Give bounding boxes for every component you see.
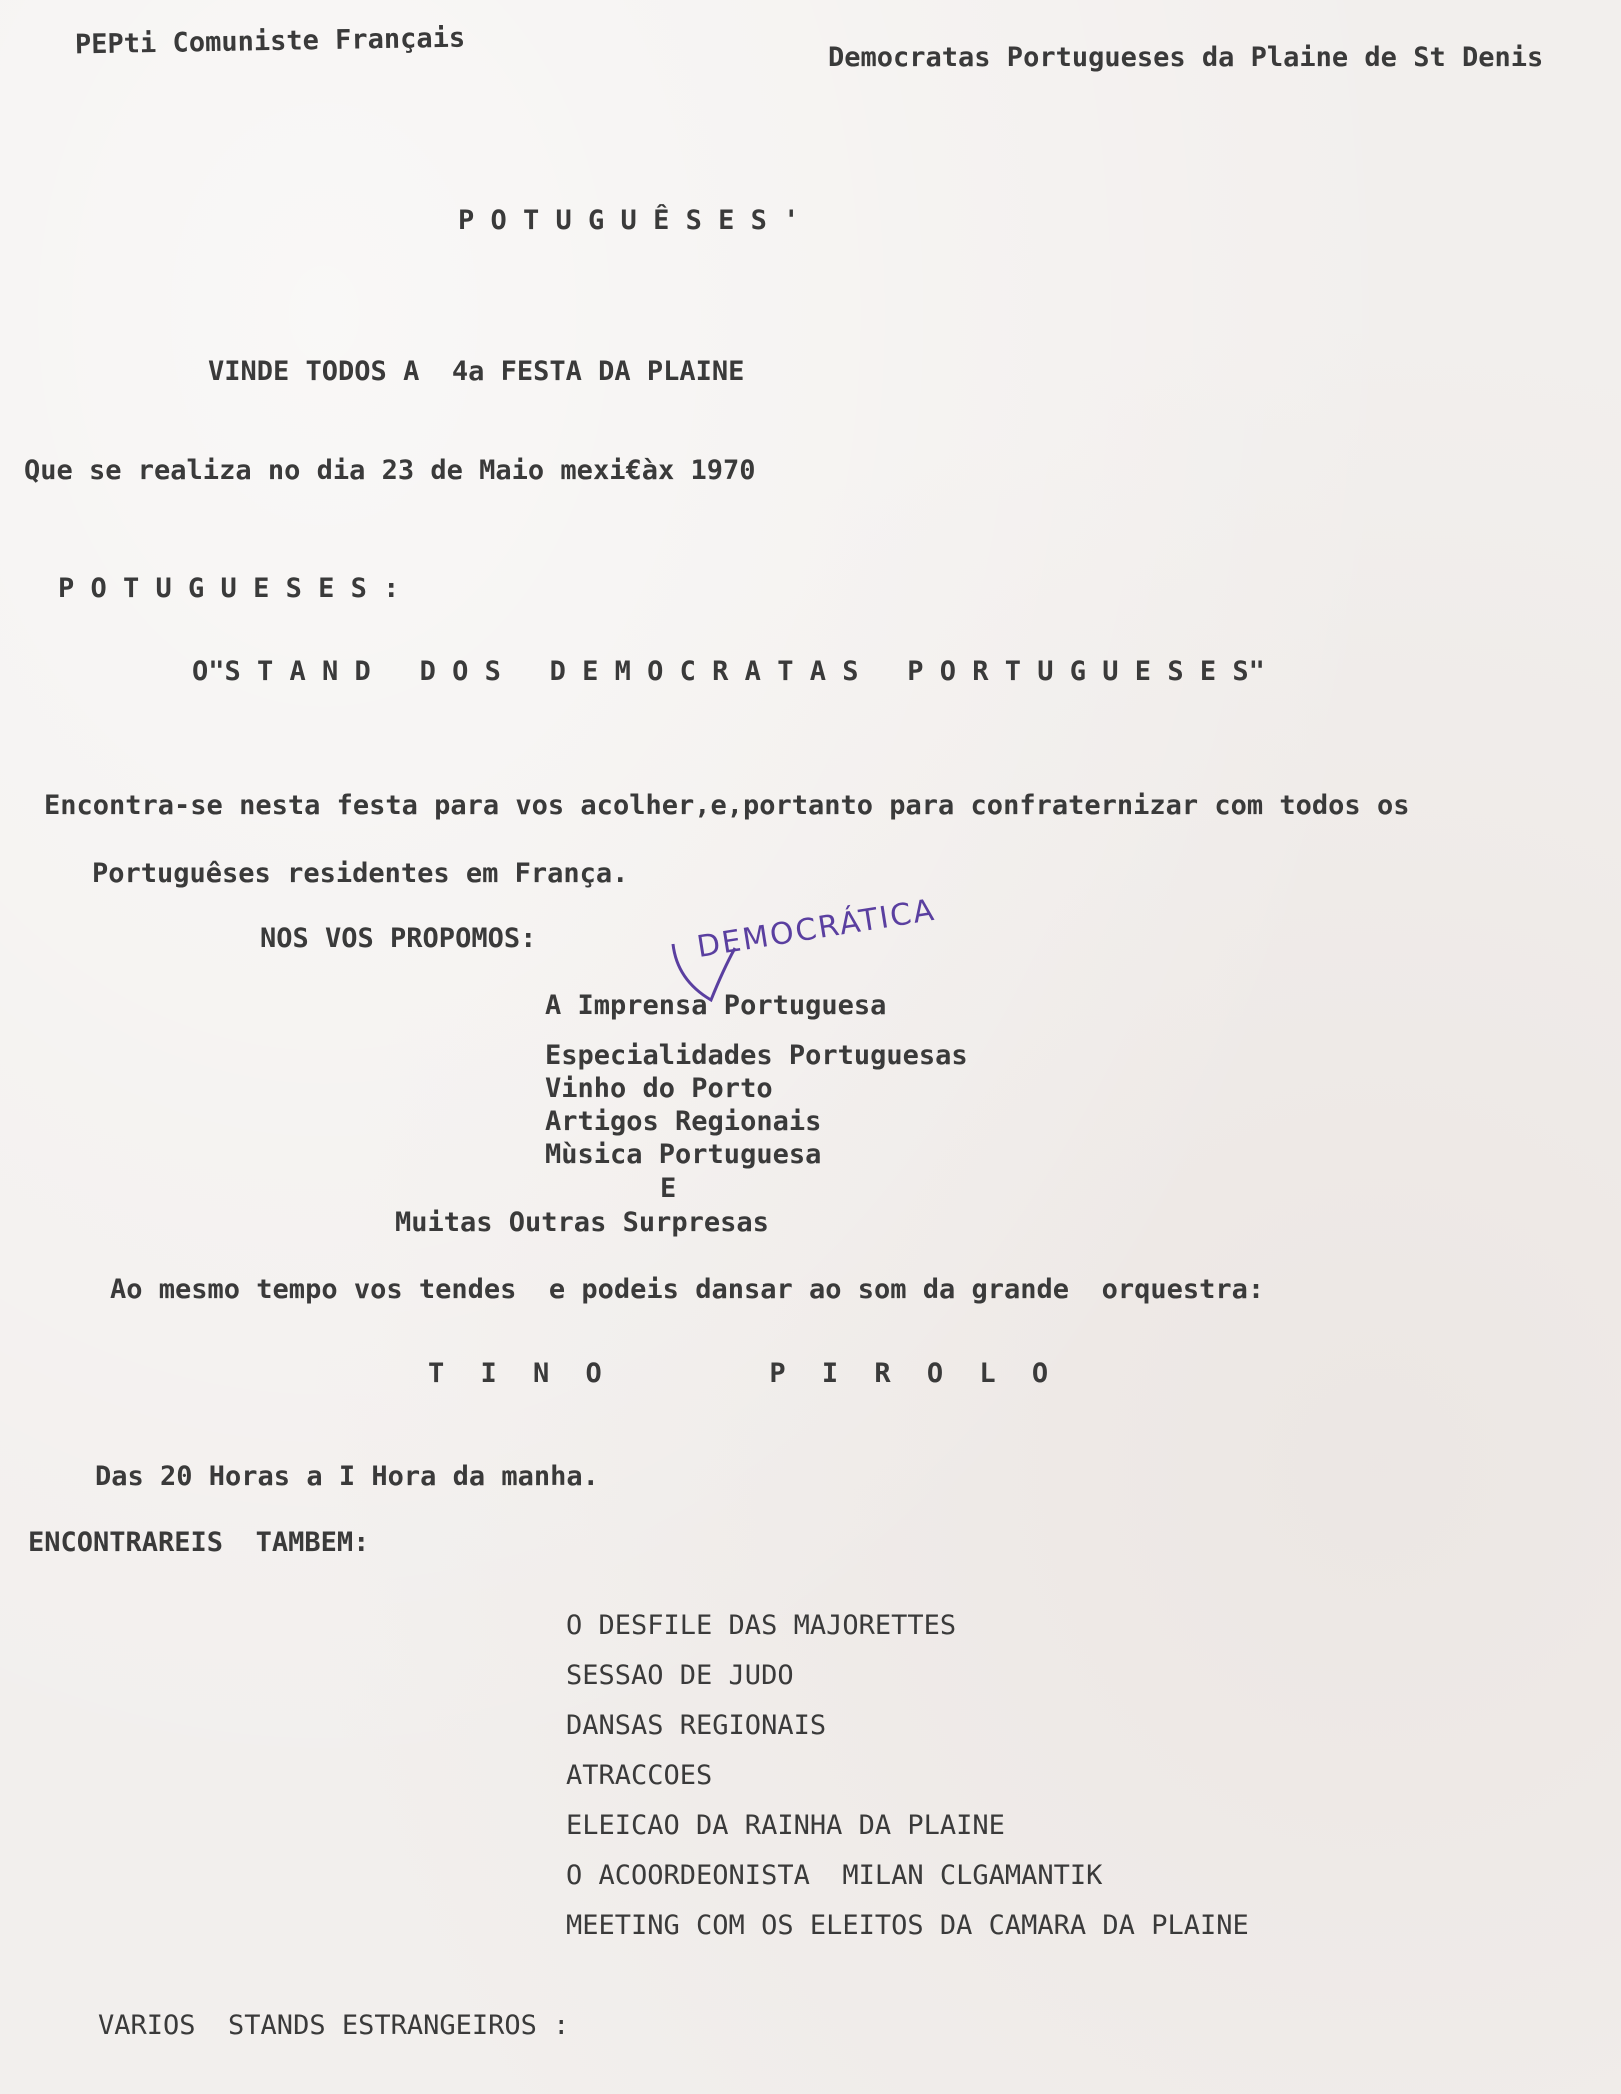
also-item: DANSAS REGIONAIS [566,1710,827,1741]
also-item: MEETING COM OS ELEITOS DA CAMARA DA PLAINE [566,1910,1249,1941]
intro-line-2: Portuguêses residentes em França. [92,858,629,889]
header-right: Democratas Portugueses da Plaine de St Denis [828,42,1544,73]
subtitle: P O T U G U E S E S : [58,573,400,604]
intro-line-1: Encontra-se nesta festa para vos acolher,e,portanto para confraternizar com todos os [44,790,1410,821]
proposals-heading: NOS VOS PROPOMOS: [260,923,537,954]
page-title: P O T U G U Ê S E S ' [458,205,800,236]
foreign-stands: VARIOS STANDS ESTRANGEIROS : [98,2010,570,2041]
invite-line: VINDE TODOS A 4a FESTA DA PLAINE [208,356,745,387]
also-item: ATRACCOES [566,1760,713,1791]
proposal-item: Vinho do Porto [545,1073,773,1104]
handwritten-note: DEMOCRÁTICA [694,892,939,965]
stand-title: O"S T A N D D O S D E M O C R A T A S P O R T U G U E S E S" [192,656,1265,687]
header-left: PEPti Comuniste Français [74,22,466,61]
also-item: SESSAO DE JUDO [566,1660,794,1691]
also-item: O DESFILE DAS MAJORETTES [566,1610,957,1641]
proposal-item: Artigos Regionais [545,1106,822,1137]
hours-line: Das 20 Horas a I Hora da manha. [95,1461,599,1492]
proposal-and: E [660,1173,677,1204]
also-heading: ENCONTRAREIS TAMBEM: [28,1527,370,1558]
orchestra-name: T I N O P I R O L O [428,1358,1059,1389]
dance-line: Ao mesmo tempo vos tendes e podeis dansar ao som da grande orquestra: [110,1274,1265,1305]
proposal-item: Mùsica Portuguesa [545,1139,822,1170]
also-item: O ACOORDEONISTA MILAN CLGAMANTIK [566,1860,1103,1891]
date-line: Que se realiza no dia 23 de Maio mexi€àx 1970 [24,455,756,486]
also-item: ELEICAO DA RAINHA DA PLAINE [566,1810,1005,1841]
proposal-more: Muitas Outras Surpresas [395,1207,769,1238]
proposal-item: A Imprensa Portuguesa [545,990,887,1021]
proposal-item: Especialidades Portuguesas [545,1040,968,1071]
